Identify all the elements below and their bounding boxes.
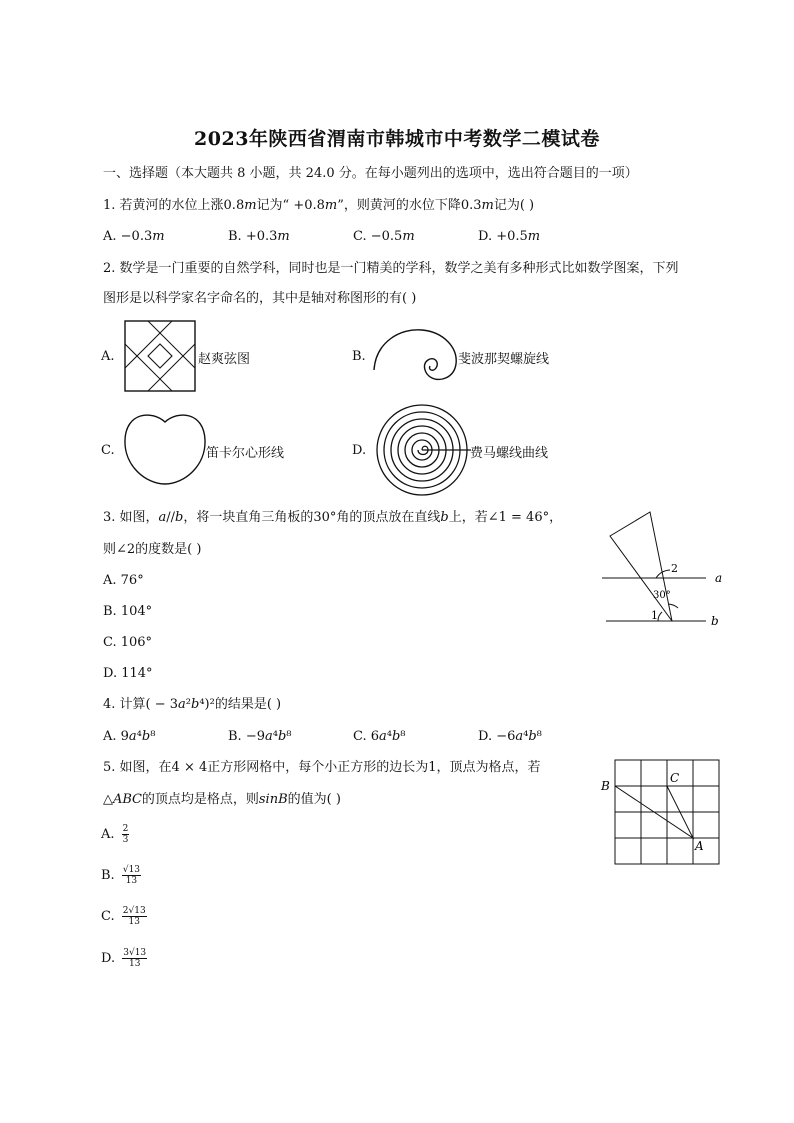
question-2-option-c-letter[interactable]: C. xyxy=(101,443,115,458)
question-5-option-a[interactable] xyxy=(101,824,129,845)
question-3-option-c[interactable]: C. 106° xyxy=(103,635,153,650)
fraction-c-numerator: 2√13 xyxy=(122,906,146,916)
question-3-option-d[interactable]: D. 114° xyxy=(103,666,153,681)
question-5-stem-line1: 5. 如图，在4 × 4正方形网格中，每个小正方形的边长为1，顶点为格点，若 xyxy=(103,760,541,775)
fraction-a-denominator: 3 xyxy=(122,835,129,845)
question-3-stem-line2: 则∠2的度数是( ) xyxy=(103,542,202,557)
question-5-option-c-letter: C. xyxy=(101,909,115,924)
fraction-d-numerator: 3√13 xyxy=(123,948,147,958)
question-1-option-b[interactable]: B. +0.3𝑚 xyxy=(228,229,290,244)
question-4-option-b[interactable]: B. −9𝑎⁴𝑏⁸ xyxy=(228,729,292,744)
section-heading: 一、选择题（本大题共 8 小题，共 24.0 分。在每小题列出的选项中，选出符合题目的一项） xyxy=(103,166,638,181)
question-5-option-b[interactable] xyxy=(101,865,141,886)
question-2-stem-line1: 2. 数学是一门重要的自然学科，同时也是一门精美的学科，数学之美有多种形式比如数学图案，下列 xyxy=(103,261,679,276)
question-3-option-a[interactable]: A. 76° xyxy=(103,573,144,588)
fibonacci-spiral-figure xyxy=(370,322,460,384)
page-title: 2023年陕西省渭南市韩城市中考数学二模试卷 xyxy=(194,128,600,150)
fraction-c xyxy=(122,906,147,927)
line-b-label: b xyxy=(711,614,719,628)
line-a-label: a xyxy=(715,571,723,585)
question-4-option-d[interactable]: D. −6𝑎⁴𝑏⁸ xyxy=(478,729,542,744)
fraction-b-numerator: √13 xyxy=(122,865,141,875)
question-1-option-a[interactable]: A. −0.3𝑚 xyxy=(103,229,165,244)
question-2-option-b-name: 斐波那契螺旋线 xyxy=(458,352,550,367)
grid-triangle-figure xyxy=(598,758,724,868)
fraction-b-denominator: 13 xyxy=(125,876,138,886)
parallel-lines-triangle-figure xyxy=(598,508,728,630)
question-5-option-a-letter: A. xyxy=(101,827,115,842)
point-a-label: A xyxy=(695,839,704,853)
question-1-option-c[interactable]: C. −0.5𝑚 xyxy=(353,229,415,244)
fraction-b xyxy=(122,865,141,886)
question-2-stem-line2: 图形是以科学家名字命名的，其中是轴对称图形的有( ) xyxy=(103,291,417,306)
question-1-stem: 1. 若黄河的水位上涨0.8𝑚记为“ +0.8𝑚”，则黄河的水位下降0.3𝑚记为( ) xyxy=(103,198,535,213)
question-2-option-b-letter[interactable]: B. xyxy=(352,349,366,364)
question-5-option-b-letter: B. xyxy=(101,868,115,883)
angle-30-label: 30° xyxy=(653,590,671,601)
question-1-option-d[interactable]: D. +0.5𝑚 xyxy=(478,229,541,244)
question-4-stem: 4. 计算( − 3𝑎²𝑏⁴)²的结果是( ) xyxy=(103,697,282,712)
question-5-option-d-letter: D. xyxy=(101,951,116,966)
question-3-stem-line1: 3. 如图，𝑎//𝑏，将一块直角三角板的30°角的顶点放在直线𝑏上，若∠1 = 46°， xyxy=(103,510,563,525)
fraction-a xyxy=(122,824,130,845)
fraction-d-denominator: 13 xyxy=(128,959,141,969)
fraction-d xyxy=(122,948,147,969)
question-2-option-d-letter[interactable]: D. xyxy=(352,443,367,458)
fraction-a-numerator: 2 xyxy=(122,824,129,834)
question-2-option-d-name: 费马螺线曲线 xyxy=(470,446,549,461)
question-2-option-c-name: 笛卡尔心形线 xyxy=(206,446,285,461)
angle-1-label: 1 xyxy=(651,609,658,622)
fermat-spiral-figure xyxy=(376,404,472,496)
question-5-stem-line2: △𝐴𝐵𝐶的顶点均是格点，则𝑠𝑖𝑛𝐵的值为( ) xyxy=(103,792,341,807)
angle-2-label: 2 xyxy=(671,562,678,575)
question-2-option-a-name: 赵爽弦图 xyxy=(198,352,251,367)
point-b-label: B xyxy=(601,779,610,793)
question-4-option-c[interactable]: C. 6𝑎⁴𝑏⁸ xyxy=(353,729,406,744)
point-c-label: C xyxy=(670,771,680,785)
zhao-shuang-square-figure xyxy=(124,320,196,392)
question-3-option-b[interactable]: B. 104° xyxy=(103,604,153,619)
fraction-c-denominator: 13 xyxy=(128,917,140,927)
question-4-option-a[interactable]: A. 9𝑎⁴𝑏⁸ xyxy=(103,729,156,744)
cardioid-heart-figure xyxy=(122,410,208,486)
question-5-option-d[interactable] xyxy=(101,948,147,969)
question-5-option-c[interactable] xyxy=(101,906,147,927)
question-2-option-a-letter[interactable]: A. xyxy=(101,349,115,364)
